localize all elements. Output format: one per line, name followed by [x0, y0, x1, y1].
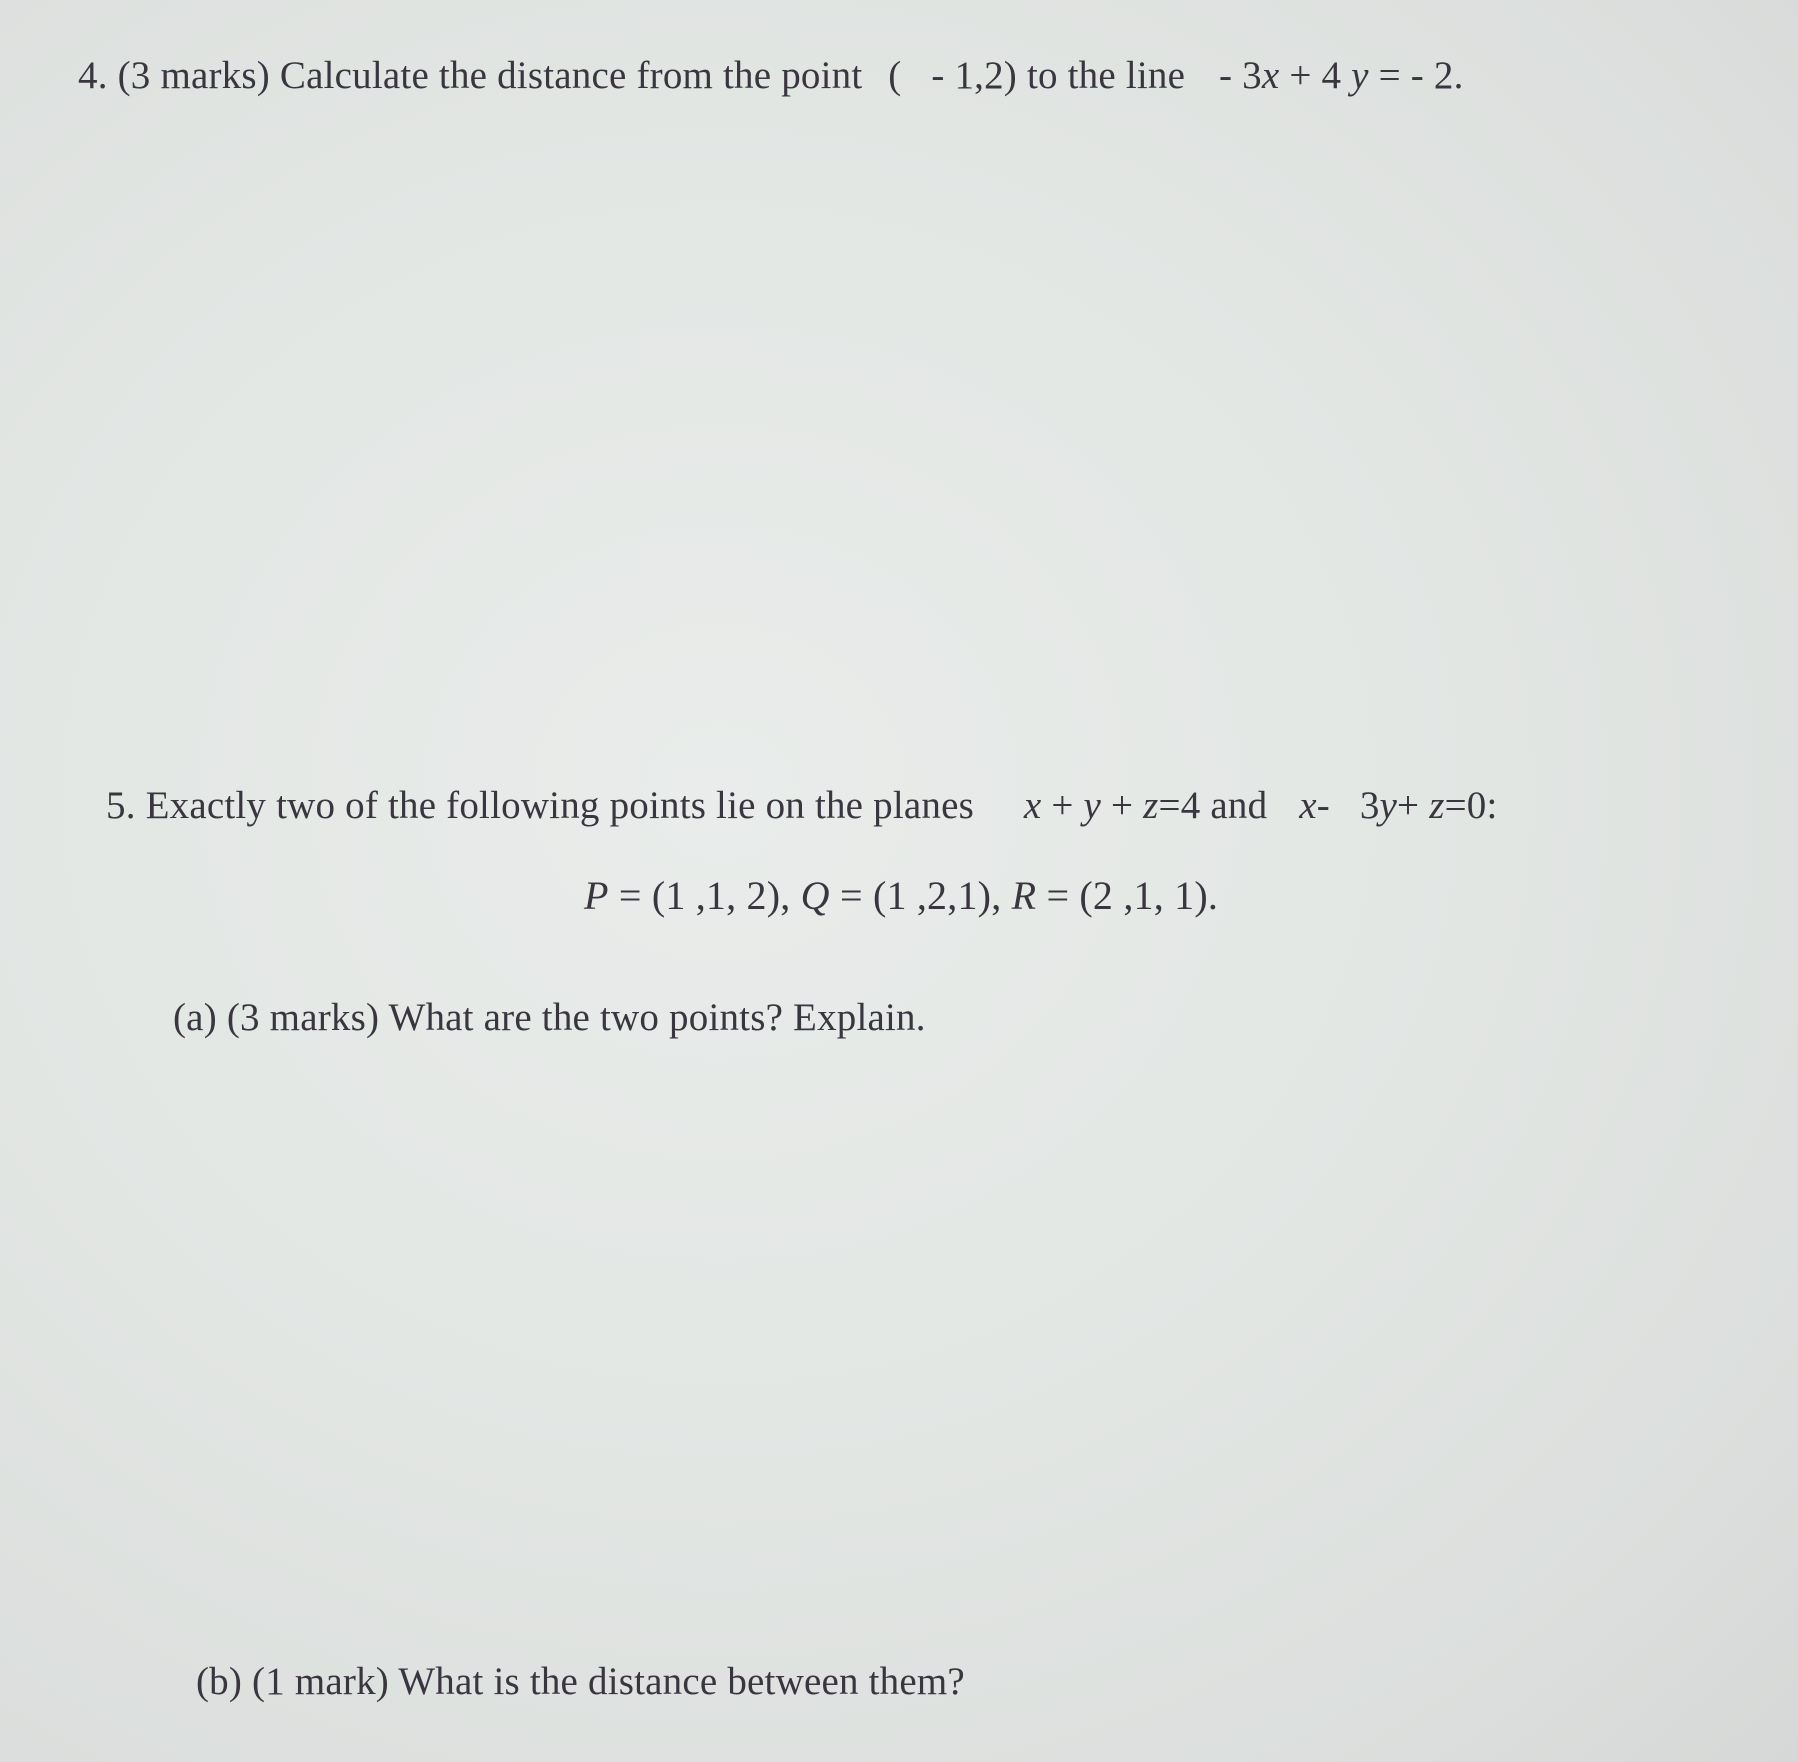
point-r-value: (2 ,1, 1). — [1079, 873, 1219, 918]
plus-sign: + — [1110, 784, 1134, 827]
minus-sign: - — [1316, 784, 1330, 827]
plane-equation-1 — [1024, 784, 1211, 827]
separator: , — [991, 873, 1002, 918]
right-hand-side: 4 — [1180, 784, 1201, 827]
separator: , — [780, 873, 791, 918]
variable-y: y — [1083, 784, 1102, 827]
plus-sign: + — [1051, 784, 1074, 827]
points-list — [584, 873, 1219, 918]
point-q-value: (1 ,2,1) — [872, 873, 992, 918]
right-hand-side: - 2. — [1410, 54, 1464, 97]
equals-sign: = — [1444, 784, 1467, 827]
point-q-label: Q — [800, 873, 830, 918]
answer-space-q4 — [60, 120, 1738, 740]
question-4 — [78, 56, 1464, 95]
equals-sign: = — [618, 873, 642, 918]
question-number: 4. — [78, 54, 108, 97]
coefficient-y: 3 — [1359, 784, 1380, 827]
part-marks: (3 marks) — [226, 996, 380, 1039]
question-text: Calculate the distance from the point — [279, 54, 863, 97]
minus-sign: - — [1219, 54, 1233, 97]
equals-sign: = — [839, 873, 863, 918]
equals-sign: = — [1046, 873, 1070, 918]
equals-sign: = — [1378, 54, 1401, 97]
coefficient-y: 4 — [1321, 54, 1342, 97]
variable-x: x — [1023, 784, 1042, 827]
part-label: (b) — [196, 1660, 243, 1703]
point-p-label: P — [584, 873, 609, 918]
conjunction: and — [1210, 784, 1268, 827]
variable-y: y — [1379, 784, 1398, 827]
variable-y: y — [1351, 54, 1369, 97]
coefficient-x: 3 — [1242, 54, 1262, 97]
variable-x: x — [1261, 54, 1280, 97]
part-marks: (1 mark) — [252, 1660, 389, 1703]
plane-equation-2 — [1299, 784, 1497, 827]
right-hand-side: 0: — [1466, 784, 1498, 827]
plus-sign: + — [1397, 784, 1420, 827]
part-text: What are the two points? Explain. — [388, 996, 926, 1039]
variable-z: z — [1429, 784, 1445, 827]
question-5a — [173, 998, 926, 1037]
equals-sign: = — [1158, 784, 1181, 827]
question-marks: (3 marks) — [117, 54, 270, 97]
point-p-value: (1 ,1, 2) — [651, 873, 781, 918]
question-number: 5. — [106, 784, 136, 827]
point-r-label: R — [1011, 873, 1037, 918]
part-text: What is the distance between them? — [398, 1660, 965, 1703]
variable-x: x — [1299, 784, 1317, 827]
question-5 — [106, 786, 1498, 825]
plus-sign: + — [1289, 54, 1312, 97]
variable-z: z — [1143, 784, 1159, 827]
question-text-2: to the line — [1026, 54, 1186, 97]
part-label: (a) — [173, 996, 217, 1039]
question-text: Exactly two of the following points lie on the planes — [145, 784, 974, 827]
point-coordinates: ( - 1,2) — [888, 54, 1017, 97]
answer-space-q5a — [60, 1050, 1738, 1640]
question-5b — [196, 1662, 965, 1701]
line-equation — [1219, 54, 1464, 97]
